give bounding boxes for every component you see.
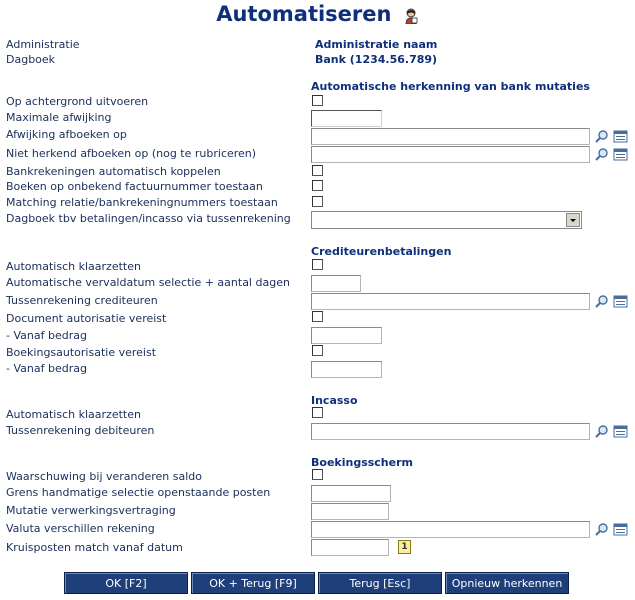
matching-relatie-label: Matching relatie/bankrekeningnummers toestaan xyxy=(6,196,278,209)
chevron-down-icon[interactable] xyxy=(566,213,580,227)
achtergrond-checkbox[interactable] xyxy=(312,95,323,106)
search-icon[interactable] xyxy=(594,522,609,537)
achtergrond-label: Op achtergrond uitvoeren xyxy=(6,95,149,108)
terug-button[interactable]: Terug [Esc] xyxy=(318,572,442,594)
list-icon[interactable] xyxy=(613,294,628,309)
section-incasso-heading: Incasso xyxy=(311,394,358,407)
administratie-value: Administratie naam xyxy=(315,38,438,51)
onbekend-factuur-label: Boeken op onbekend factuurnummer toestaan xyxy=(6,180,263,193)
matching-relatie-checkbox[interactable] xyxy=(312,196,323,207)
inc-klaarzetten-checkbox[interactable] xyxy=(312,407,323,418)
afwijking-afboeken-input[interactable] xyxy=(311,128,590,145)
onbekend-factuur-checkbox[interactable] xyxy=(312,180,323,191)
list-icon[interactable] xyxy=(613,129,628,144)
dagboek-label: Dagboek xyxy=(6,53,56,66)
grens-selectie-input[interactable] xyxy=(311,485,391,502)
list-icon[interactable] xyxy=(613,424,628,439)
tussen-deb-input[interactable] xyxy=(311,423,590,440)
cred-klaarzetten-label: Automatisch klaarzetten xyxy=(6,260,141,273)
waarschuwing-label: Waarschuwing bij veranderen saldo xyxy=(6,470,203,483)
vanaf-bedrag-2-label: - Vanaf bedrag xyxy=(6,362,87,375)
search-icon[interactable] xyxy=(594,294,609,309)
waarschuwing-checkbox[interactable] xyxy=(312,469,323,480)
dagboek-tussen-select[interactable] xyxy=(311,211,582,229)
administratie-label: Administratie xyxy=(6,38,80,51)
bankrek-koppelen-label: Bankrekeningen automatisch koppelen xyxy=(6,165,221,178)
search-icon[interactable] xyxy=(594,129,609,144)
calendar-icon[interactable]: 1 xyxy=(398,540,411,554)
page-title xyxy=(0,2,635,26)
vanaf-bedrag-1-input[interactable] xyxy=(311,327,382,344)
list-icon[interactable] xyxy=(613,147,628,162)
dagboek-tussen-label: Dagboek tbv betalingen/incasso via tussenrekening xyxy=(6,212,291,225)
tussen-cred-label: Tussenrekening crediteuren xyxy=(6,294,158,307)
boek-autorisatie-label: Boekingsautorisatie vereist xyxy=(6,346,157,359)
section-herkenning-heading: Automatische herkenning van bank mutaties xyxy=(311,80,590,93)
vervaldatum-label: Automatische vervaldatum selectie + aantal dagen xyxy=(6,276,290,289)
page-title-text: Automatiseren xyxy=(216,2,392,26)
valuta-verschillen-label: Valuta verschillen rekening xyxy=(6,522,155,535)
mutatie-vertraging-input[interactable] xyxy=(311,503,389,520)
kruisposten-label: Kruisposten match vanaf datum xyxy=(6,541,183,554)
cred-klaarzetten-checkbox[interactable] xyxy=(312,259,323,270)
dagboek-value: Bank (1234.56.789) xyxy=(315,53,438,66)
ok-button[interactable]: OK [F2] xyxy=(64,572,188,594)
vanaf-bedrag-1-label: - Vanaf bedrag xyxy=(6,329,87,342)
max-afwijking-label: Maximale afwijking xyxy=(6,111,112,124)
ok-terug-button[interactable]: OK + Terug [F9] xyxy=(191,572,315,594)
niet-herkend-input[interactable] xyxy=(311,146,590,163)
boek-autorisatie-checkbox[interactable] xyxy=(312,345,323,356)
bankrek-koppelen-checkbox[interactable] xyxy=(312,165,323,176)
grens-selectie-label: Grens handmatige selectie openstaande posten xyxy=(6,486,271,499)
valuta-verschillen-input[interactable] xyxy=(311,521,590,538)
vanaf-bedrag-2-input[interactable] xyxy=(311,361,382,378)
max-afwijking-input[interactable] xyxy=(311,110,382,127)
afwijking-afboeken-label: Afwijking afboeken op xyxy=(6,128,127,141)
search-icon[interactable] xyxy=(594,424,609,439)
section-boekingsscherm-heading: Boekingsscherm xyxy=(311,456,413,469)
doc-autorisatie-checkbox[interactable] xyxy=(312,311,323,322)
help-icon[interactable] xyxy=(403,5,419,21)
opnieuw-herkennen-button[interactable]: Opnieuw herkennen xyxy=(445,572,569,594)
search-icon[interactable] xyxy=(594,147,609,162)
niet-herkend-label: Niet herkend afboeken op (nog te rubriceren) xyxy=(6,147,257,160)
vervaldatum-input[interactable] xyxy=(311,275,361,292)
tussen-deb-label: Tussenrekening debiteuren xyxy=(6,424,155,437)
list-icon[interactable] xyxy=(613,522,628,537)
mutatie-vertraging-label: Mutatie verwerkingsvertraging xyxy=(6,504,176,517)
tussen-cred-input[interactable] xyxy=(311,293,590,310)
doc-autorisatie-label: Document autorisatie vereist xyxy=(6,312,167,325)
inc-klaarzetten-label: Automatisch klaarzetten xyxy=(6,408,141,421)
kruisposten-date-input[interactable] xyxy=(311,539,389,556)
section-crediteuren-heading: Crediteurenbetalingen xyxy=(311,245,452,258)
